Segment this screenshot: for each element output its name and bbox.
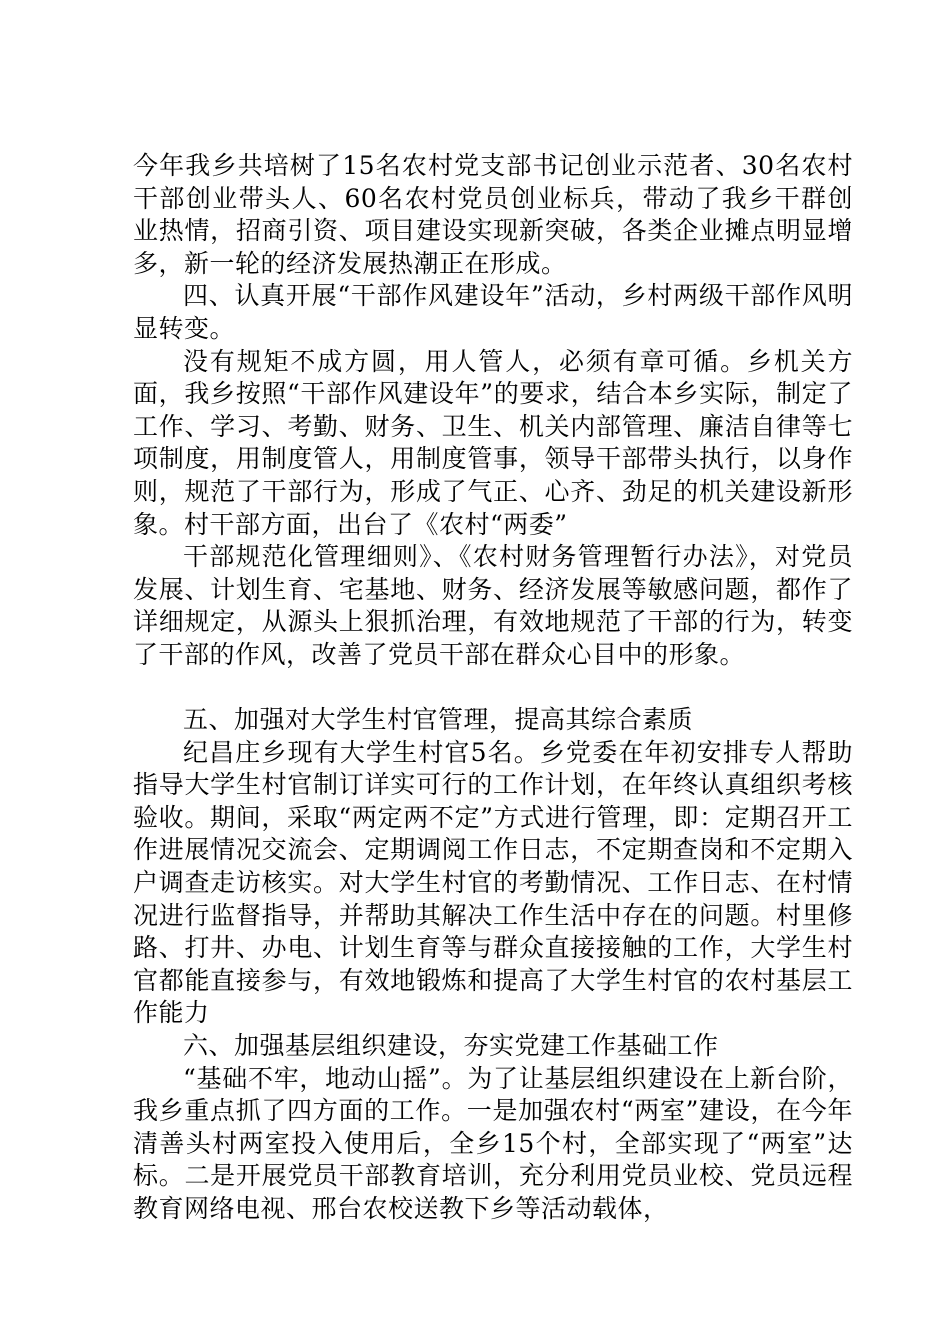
paragraph-6: 纪昌庄乡现有大学生村官5名。乡党委在年初安排专人帮助指导大学生村官制订详实可行的工作计划，在年终认真组织考核验收。期间，采取“两定两不定”方式进行管理，即：定期召开工作进展情况交流会、定期调阅工作日志，不定期查岗和不定期入户调查走访核实。对大学生村官的考勤情况、工作日志、在村情况进行监督指导，并帮助其解决工作生活中存在的问题。村里修路、打井、办电、计划生育等与群众直接接触的工作，大学生村官都能直接参与，有效地锻炼和提高了大学生村官的农村基层工作能力 [133, 737, 853, 1028]
section-heading-6: 六、加强基层组织建设，夯实党建工作基础工作 [183, 1031, 719, 1061]
paragraph-3: 没有规矩不成方圆，用人管人，必须有章可循。乡机关方面，我乡按照“干部作风建设年”的要求，结合本乡实际，制定了工作、学习、考勤、财务、卫生、机关内部管理、廉洁自律等七项制度，用制度管人，用制度管事，领导干部带头执行，以身作则，规范了干部行为，形成了气正、心齐、劲足的机关建设新形象。村干部方面，出台了《农村“两委” [133, 346, 853, 539]
document-body [133, 150, 853, 1226]
paragraph-1: 今年我乡共培树了15名农村党支部书记创业示范者、30名农村干部创业带头人、60名农村党员创业标兵，带动了我乡干群创业热情，招商引资、项目建设实现新突破，各类企业摊点明显增多，新一轮的经济发展热潮正在形成。 [133, 151, 853, 278]
section-heading-5: 五、加强对大学生村官管理，提高其综合素质 [183, 705, 694, 735]
paragraph-gap [133, 672, 853, 705]
paragraph-4: 干部规范化管理细则》、《农村财务管理暂行办法》，对党员发展、计划生育、宅基地、财务、经济发展等敏感问题，都作了详细规定，从源头上狠抓治理，有效地规范了干部的行为，转变了干部的作风，改善了党员干部在群众心目中的形象。 [133, 542, 853, 669]
section-heading-4: 四、认真开展“干部作风建设年”活动，乡村两级干部作风明显转变。 [133, 281, 853, 343]
paragraph-8: “基础不牢，地动山摇”。为了让基层组织建设在上新台阶，我乡重点抓了四方面的工作。一是加强农村“两室”建设，在今年清善头村两室投入使用后，全乡15个村，全部实现了“两室”达标。二是开展党员干部教育培训，充分利用党员业校、党员远程教育网络电视、邢台农校送教下乡等活动载体， [133, 1063, 853, 1223]
